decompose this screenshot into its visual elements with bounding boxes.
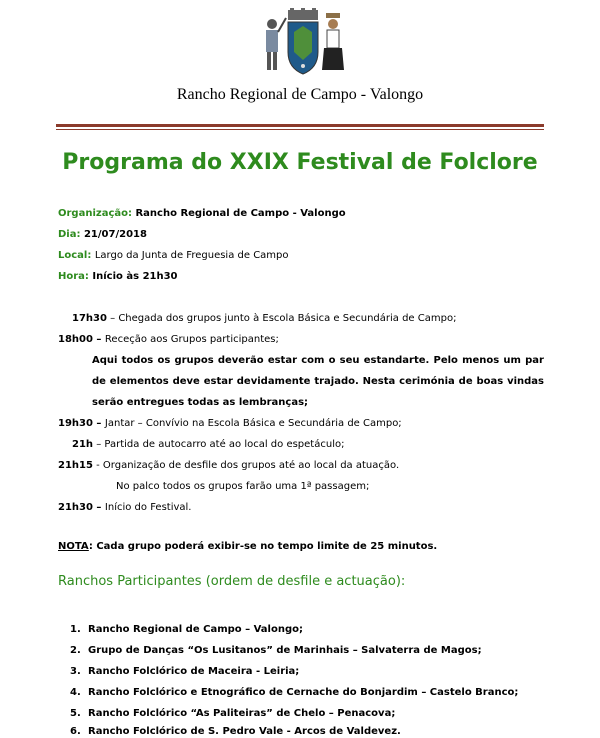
- schedule-text: Partida de autocarro até ao local do espetáculo;: [104, 439, 345, 450]
- list-number: 2.: [70, 645, 81, 656]
- list-text: Rancho Folclórico de S. Pedro Vale - Arcos de Valdevez.: [88, 726, 401, 737]
- list-number: 5.: [70, 708, 81, 719]
- info-value: Rancho Regional de Campo - Valongo: [135, 208, 346, 219]
- list-text: Rancho Folclórico e Etnográfico de Cernache do Bonjardim – Castelo Branco;: [88, 687, 519, 698]
- note-label: NOTA: [58, 541, 89, 552]
- schedule-time: 18h00: [58, 334, 93, 345]
- list-item: [70, 624, 303, 635]
- schedule-separator: –: [106, 313, 119, 324]
- organization-header: Rancho Regional de Campo - Valongo: [176, 86, 424, 103]
- schedule-separator: –: [92, 418, 105, 429]
- page-title: Programa do XXIX Festival de Folclore: [62, 150, 538, 175]
- info-date: [58, 229, 147, 240]
- info-label: Hora:: [58, 271, 89, 282]
- list-number: 3.: [70, 666, 81, 677]
- stage-note: No palco todos os grupos farão uma 1ª passagem;: [116, 481, 370, 492]
- list-item: [70, 726, 401, 737]
- header-divider-thin: [56, 129, 544, 130]
- schedule-item: [58, 502, 191, 513]
- reception-note: Aqui todos os grupos deverão estar com o seu estandarte. Pelo menos um par de elementos deve estar devidamente trajado. Nesta cerimónia de boas vindas serão entregues todas as lembranças;: [92, 355, 544, 408]
- schedule-text: Receção aos Grupos participantes;: [104, 334, 279, 345]
- schedule-text: Início do Festival.: [104, 502, 192, 513]
- schedule-time: 21h30: [58, 502, 93, 513]
- schedule-time: 19h30: [58, 418, 93, 429]
- schedule-time: 21h15: [58, 460, 93, 471]
- info-label: Dia:: [58, 229, 81, 240]
- list-item: [70, 708, 395, 719]
- schedule-item: [58, 418, 402, 429]
- schedule-separator: –: [92, 502, 105, 513]
- schedule-separator: –: [93, 439, 105, 450]
- note: [58, 541, 437, 552]
- list-text: Rancho Folclórico de Maceira - Leiria;: [88, 666, 300, 677]
- info-value: Largo da Junta de Freguesia de Campo: [94, 250, 289, 261]
- list-text: Rancho Regional de Campo – Valongo;: [88, 624, 303, 635]
- header-divider: [56, 124, 544, 127]
- list-number: 4.: [70, 687, 81, 698]
- schedule-item: [58, 334, 279, 345]
- schedule-text: Chegada dos grupos junto à Escola Básica e Secundária de Campo;: [118, 313, 457, 324]
- info-location: [58, 250, 289, 261]
- schedule-time: 17h30: [72, 313, 107, 324]
- coat-of-arms-logo: [258, 8, 348, 80]
- info-value: 21/07/2018: [83, 229, 147, 240]
- schedule-item: [72, 439, 344, 450]
- list-item: [70, 645, 482, 656]
- schedule-separator: -: [92, 460, 103, 471]
- list-number: 1.: [70, 624, 81, 635]
- schedule-item: [72, 313, 456, 324]
- schedule-time: 21h: [72, 439, 94, 450]
- list-text: Grupo de Danças “Os Lusitanos” de Marinhais – Salvaterra de Magos;: [88, 645, 482, 656]
- info-label: Organização:: [58, 208, 132, 219]
- list-number: 6.: [70, 726, 81, 737]
- note-text: : Cada grupo poderá exibir-se no tempo limite de 25 minutos.: [88, 541, 438, 552]
- list-item: [70, 666, 299, 677]
- schedule-text: Jantar – Convívio na Escola Básica e Secundária de Campo;: [104, 418, 402, 429]
- list-text: Rancho Folclórico “As Paliteiras” de Chelo – Penacova;: [88, 708, 396, 719]
- schedule-text: Organização de desfile dos grupos até ao local da atuação.: [102, 460, 400, 471]
- info-organization: [58, 208, 346, 219]
- list-item: [70, 687, 518, 698]
- info-time: [58, 271, 178, 282]
- info-value: Início às 21h30: [92, 271, 178, 282]
- participants-heading: Ranchos Participantes (ordem de desfile e actuação):: [58, 574, 406, 589]
- info-label: Local:: [58, 250, 92, 261]
- schedule-item: [58, 460, 399, 471]
- schedule-separator: –: [92, 334, 105, 345]
